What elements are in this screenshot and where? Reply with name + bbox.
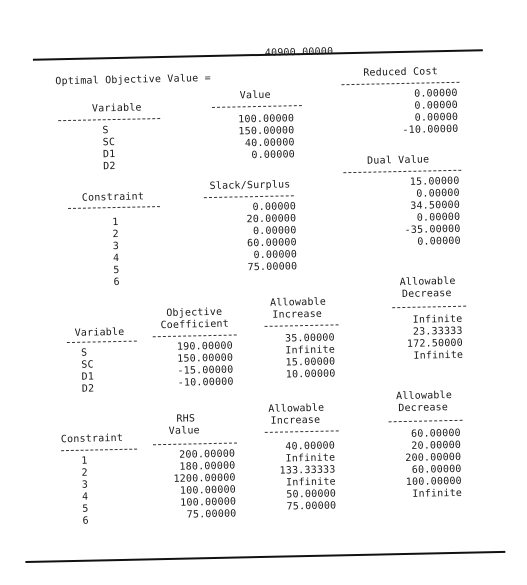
header-variable: Variable (91, 102, 142, 115)
dash-value (212, 105, 302, 108)
dash-variable (58, 118, 160, 121)
dash-constraint (68, 206, 160, 209)
table-cell: 10.00000 (285, 368, 336, 381)
header-allowable-increase-2: Allowable (268, 402, 325, 415)
table-cell: 0.00000 (251, 149, 296, 162)
header-rhs-value: Value (168, 425, 200, 437)
dash-rhs-value (153, 443, 237, 446)
table-cell: 100.00000 (238, 113, 295, 126)
table-cell: 35.00000 (284, 332, 335, 345)
table-cell: 0.00000 (414, 87, 458, 100)
header-reduced-cost: Reduced Cost (363, 66, 439, 79)
dash-slack (204, 195, 294, 198)
table-cell: Infinite (285, 344, 336, 357)
table-cell: 60.00000 (410, 427, 461, 440)
table-cell: D1 (102, 148, 116, 161)
table-cell: 150.00000 (238, 125, 295, 138)
dash-decrease-1 (392, 306, 466, 309)
table-cell: 6 (113, 276, 120, 289)
header-decrease-2: Decrease (398, 402, 449, 415)
table-cell: D1 (81, 371, 95, 383)
table-cell: SC (81, 359, 94, 371)
table-cell: 4 (81, 491, 89, 503)
rhs-increase-column (257, 440, 336, 514)
table-cell: 2 (112, 228, 119, 241)
table-cell: S (102, 125, 109, 137)
header-increase-2: Increase (270, 414, 321, 427)
table-cell: 172.50000 (406, 337, 464, 350)
table-cell: D2 (103, 160, 116, 173)
constraint-names-column (112, 216, 144, 289)
top-rule (33, 49, 483, 60)
table-cell: Infinite (413, 349, 464, 362)
dash-increase-1 (265, 324, 339, 327)
table-cell: 0.00000 (417, 235, 461, 248)
table-cell: 180.00000 (179, 460, 236, 473)
table-cell: 4 (112, 252, 120, 265)
table-cell: 0.00000 (252, 201, 297, 214)
table-cell: 23.33333 (412, 325, 463, 338)
table-cell: 75.00000 (286, 500, 337, 513)
table-cell: 190.00000 (176, 340, 234, 353)
table-cell: -15.00000 (177, 364, 234, 377)
header-decrease-1: Decrease (401, 287, 452, 301)
objective-value: 40900.00000 (264, 46, 334, 59)
dual-value-column (367, 176, 460, 250)
ranging-variable-names-column (81, 347, 122, 396)
variable-values-column (210, 113, 295, 163)
header-dual-value: Dual Value (367, 154, 430, 167)
table-cell: 40.00000 (244, 137, 295, 150)
variable-names-column (102, 124, 143, 173)
header-coefficient: Coefficient (160, 318, 230, 332)
dash-coefficient (153, 334, 237, 337)
slack-column (212, 201, 297, 275)
table-cell: 1 (81, 455, 88, 467)
table-cell: 100.00000 (179, 484, 237, 497)
header-objective: Objective (166, 306, 223, 319)
table-cell: S (80, 347, 88, 359)
header-allowable-decrease-2: Allowable (395, 390, 453, 403)
header-slack-surplus: Slack/Surplus (209, 179, 291, 193)
table-cell: 0.00000 (416, 187, 460, 200)
table-cell: 2 (81, 467, 88, 479)
dash-constraint-ranging (61, 449, 137, 452)
objective-label: Optimal Objective Value = (55, 72, 211, 88)
table-cell: 5 (82, 503, 89, 515)
table-cell: 200.00000 (405, 451, 462, 464)
table-cell: 3 (81, 479, 89, 491)
table-cell: 150.00000 (177, 352, 234, 365)
header-value: Value (239, 89, 271, 102)
table-cell: 20.00000 (411, 439, 462, 452)
header-constraint: Constraint (81, 191, 145, 204)
header-variable-ranging: Variable (74, 326, 125, 339)
table-cell: 75.00000 (247, 261, 298, 274)
table-cell: 100.00000 (405, 475, 462, 488)
rhs-decrease-column (381, 428, 462, 502)
table-cell: 60.00000 (246, 237, 297, 250)
rhs-constraint-names-column (81, 455, 113, 528)
table-cell: -35.00000 (404, 223, 461, 236)
table-cell: 1 (112, 216, 119, 229)
coef-increase-column (263, 332, 336, 381)
table-cell: -10.00000 (402, 123, 459, 136)
table-cell: 1200.00000 (173, 472, 236, 485)
reduced-cost-column (366, 88, 459, 138)
table-cell: 100.00000 (180, 496, 237, 509)
table-cell: 0.00000 (416, 211, 461, 224)
dash-decrease-2 (389, 420, 463, 423)
table-cell: 15.00000 (285, 356, 336, 369)
table-cell: 5 (113, 264, 120, 277)
dash-dual (343, 170, 461, 173)
dash-variable-ranging (67, 341, 137, 343)
table-cell: 20.00000 (246, 213, 297, 226)
header-constraint-ranging: Constraint (60, 432, 124, 446)
table-cell: SC (102, 137, 116, 149)
table-cell: 133.33333 (279, 464, 336, 477)
table-cell: 6 (82, 515, 89, 527)
table-cell: Infinite (285, 452, 336, 465)
table-cell: Infinite (412, 313, 463, 326)
bottom-rule (25, 551, 505, 563)
table-cell: 34.50000 (410, 199, 461, 212)
table-cell: 60.00000 (411, 463, 462, 476)
table-cell: 0.00000 (253, 249, 298, 262)
table-cell: Infinite (285, 476, 336, 489)
table-cell: 3 (112, 240, 120, 253)
table-cell: 75.00000 (186, 508, 237, 521)
dash-reduced-cost (341, 82, 459, 85)
table-cell: -10.00000 (177, 376, 234, 389)
header-increase-1: Increase (272, 308, 323, 321)
table-cell: 0.00000 (252, 225, 297, 238)
table-cell: 15.00000 (409, 175, 460, 188)
header-allowable-decrease-1: Allowable (399, 275, 456, 289)
header-allowable-increase-1: Allowable (269, 296, 327, 309)
table-cell: Infinite (412, 487, 463, 500)
table-cell: 0.00000 (414, 99, 459, 112)
dash-increase-2 (265, 430, 339, 433)
table-cell: D2 (81, 383, 95, 395)
rhs-value-column (151, 449, 236, 523)
coef-decrease-column (382, 314, 463, 364)
coefficient-column (155, 341, 234, 391)
table-cell: 0.00000 (414, 111, 459, 124)
header-rhs: RHS (176, 413, 196, 425)
table-cell: 50.00000 (286, 488, 337, 501)
table-cell: 200.00000 (179, 448, 236, 461)
table-cell: 40.00000 (285, 440, 336, 453)
